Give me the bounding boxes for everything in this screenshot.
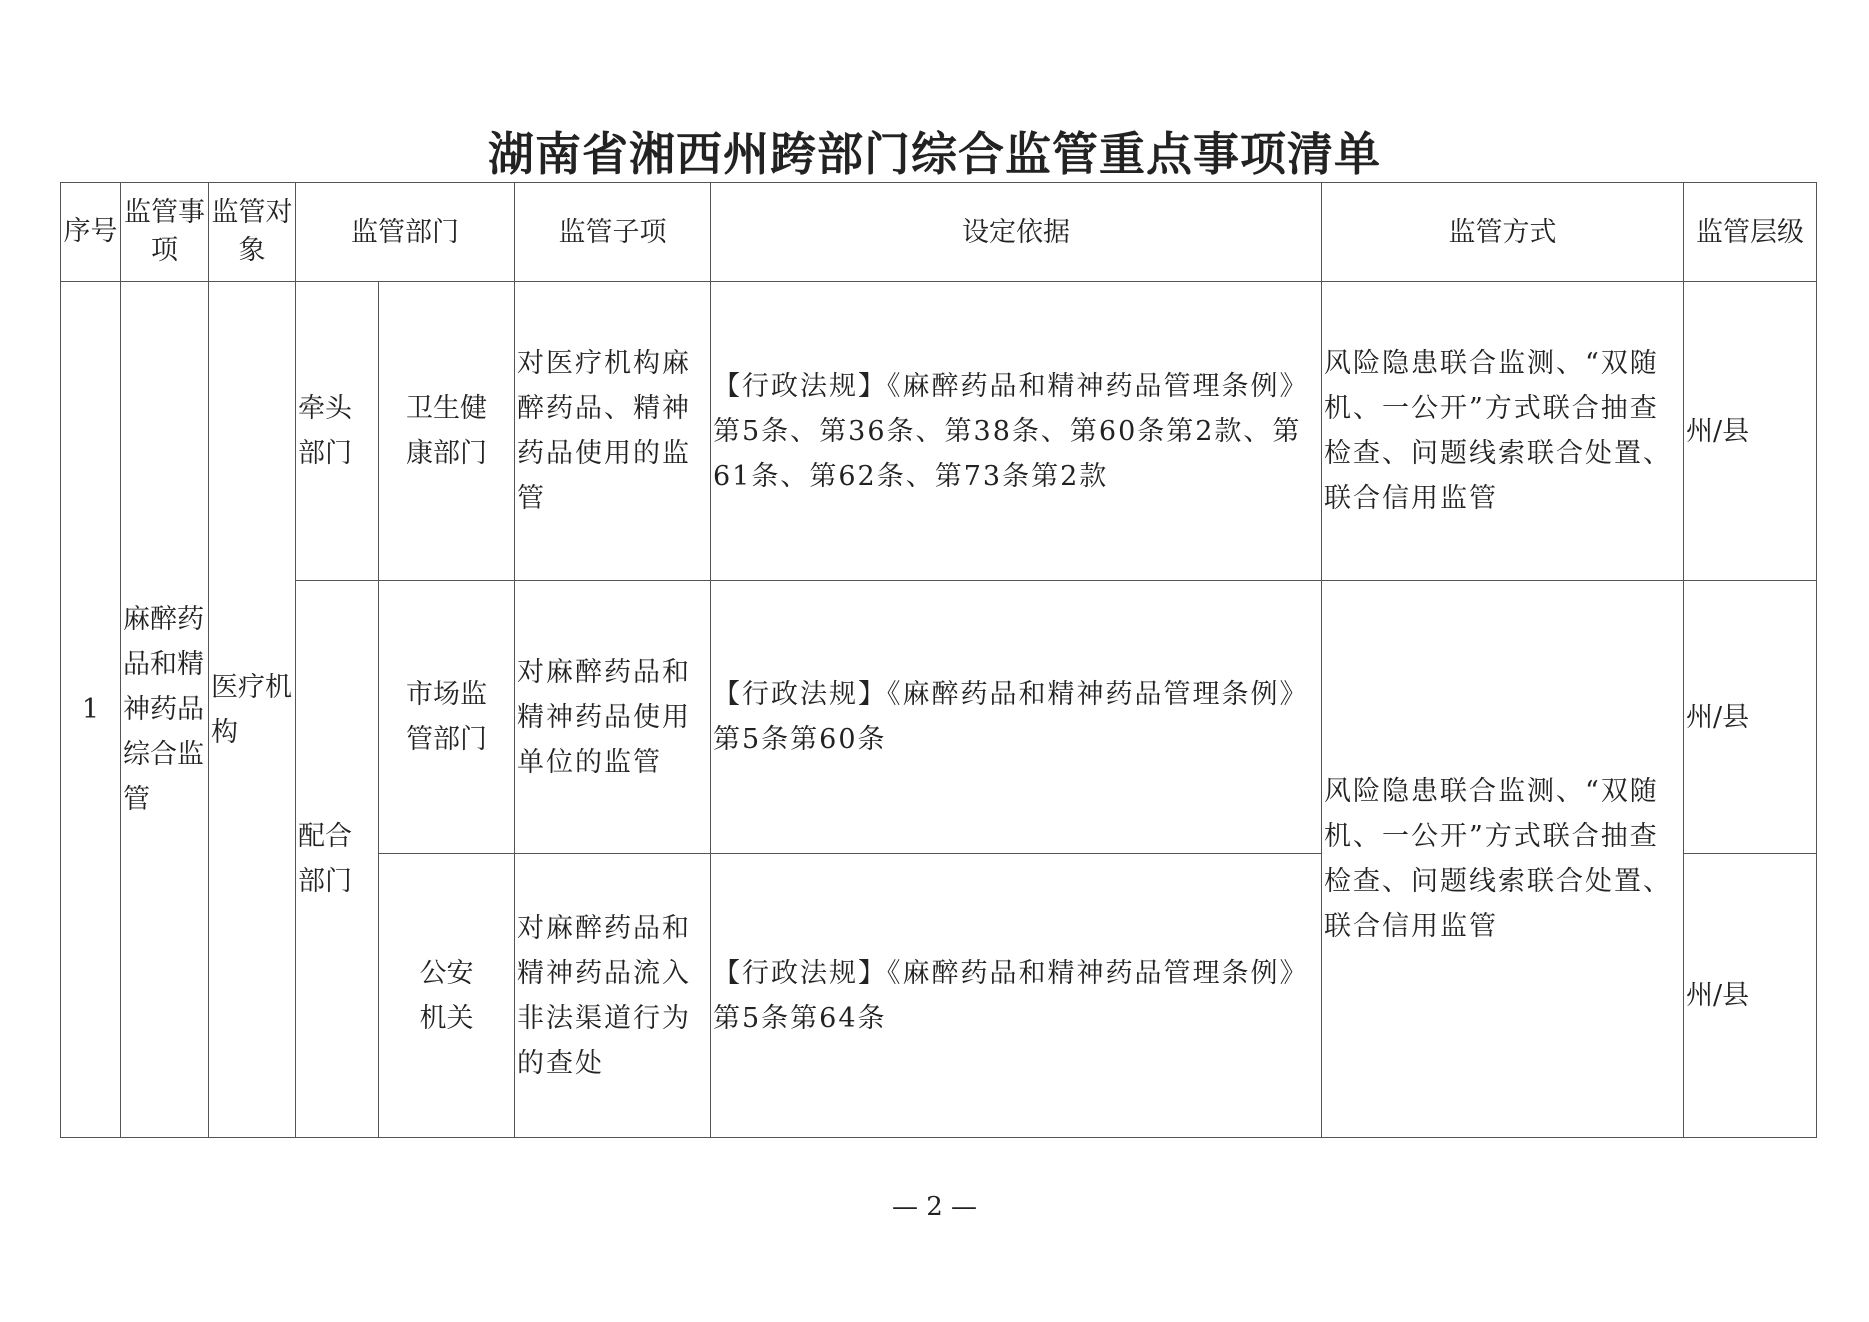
page-number: — 2 — [891, 1192, 978, 1222]
cell-lead-basis: 【行政法规】《麻醉药品和精神药品管理条例》第5条、第36条、第38条、第60条第2款、第61条、第62条、第73条第2款 [711, 282, 1322, 581]
header-subitem: 监管子项 [515, 183, 711, 282]
header-seq: 序号 [61, 183, 121, 282]
cell-coop1-basis: 【行政法规】《麻醉药品和精神药品管理条例》第5条第60条 [711, 581, 1322, 854]
header-item: 监管事项 [121, 183, 209, 282]
cell-seq: 1 [61, 282, 121, 1138]
header-method: 监管方式 [1322, 183, 1684, 282]
cell-lead-role: 牵头部门 [296, 282, 379, 581]
header-level: 监管层级 [1684, 183, 1817, 282]
cell-item: 麻醉药品和精神药品综合监管 [121, 282, 209, 1138]
cell-coop2-basis: 【行政法规】《麻醉药品和精神药品管理条例》第5条第64条 [711, 854, 1322, 1138]
cell-object: 医疗机构 [209, 282, 296, 1138]
table-row [61, 282, 1817, 581]
header-basis: 设定依据 [711, 183, 1322, 282]
cell-lead-subitem: 对医疗机构麻醉药品、精神药品使用的监管 [515, 282, 711, 581]
cell-coop2-subitem: 对麻醉药品和精神药品流入非法渠道行为的查处 [515, 854, 711, 1138]
cell-lead-dept: 卫生健康部门 [379, 282, 515, 581]
cell-coop-role: 配合部门 [296, 581, 379, 1138]
cell-coop1-subitem: 对麻醉药品和精神药品使用单位的监管 [515, 581, 711, 854]
cell-lead-method: 风险隐患联合监测、“双随机、一公开”方式联合抽查检查、问题线索联合处置、联合信用监管 [1322, 282, 1684, 581]
cell-coop1-level: 州/县 [1684, 581, 1817, 854]
cell-coop2-level: 州/县 [1684, 854, 1817, 1138]
header-object: 监管对象 [209, 183, 296, 282]
cell-coop1-dept: 市场监管部门 [379, 581, 515, 854]
table-row [61, 581, 1817, 854]
header-dept: 监管部门 [296, 183, 515, 282]
cell-coop-method: 风险隐患联合监测、“双随机、一公开”方式联合抽查检查、问题线索联合处置、联合信用监管 [1322, 581, 1684, 1138]
document-title: 湖南省湘西州跨部门综合监管重点事项清单 [488, 127, 1381, 181]
supervision-table [60, 182, 1817, 1138]
table-header-row [61, 183, 1817, 282]
cell-coop2-dept: 公安机关 [379, 854, 515, 1138]
cell-lead-level: 州/县 [1684, 282, 1817, 581]
